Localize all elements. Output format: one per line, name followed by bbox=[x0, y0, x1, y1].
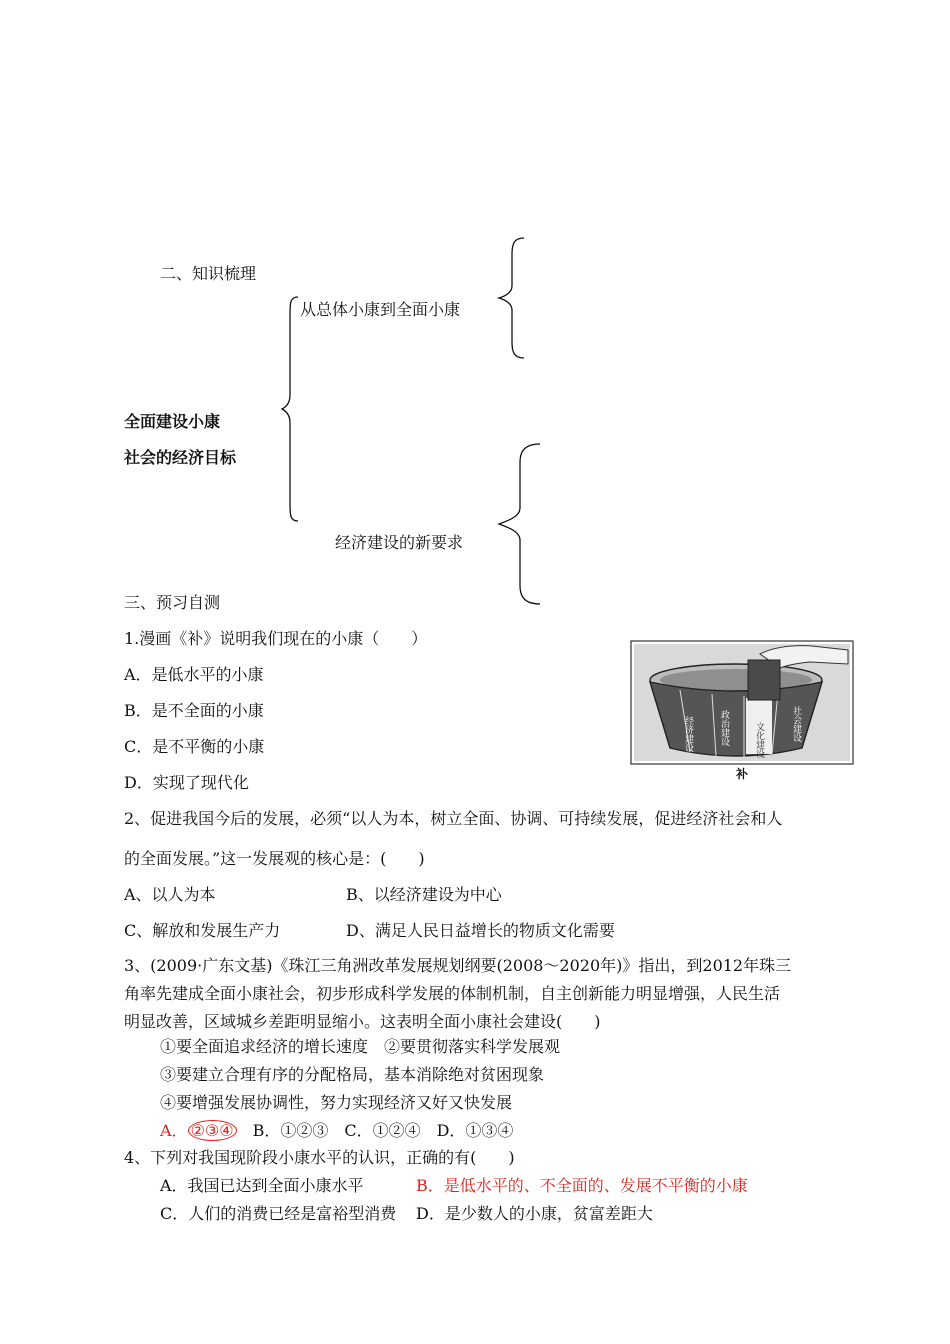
q3-answer-circled: ②③④ bbox=[188, 1120, 237, 1141]
q4-option-d: D．是少数人的小康，贫富差距大 bbox=[416, 1204, 653, 1223]
q3-item-3: ③要建立合理有序的分配格局，基本消除绝对贫困现象 bbox=[160, 1065, 545, 1084]
q2-option-d: D、满足人民日益增长的物质文化需要 bbox=[346, 921, 615, 940]
q2-option-c: C、解放和发展生产力 bbox=[124, 921, 281, 940]
cartoon-caption: 补 bbox=[735, 767, 749, 781]
q3-stem-line1: 3、(2009·广东文基)《珠江三角洲改革发展规划纲要(2008～2020年)》指出，到2012年珠三 bbox=[124, 956, 792, 975]
branch-overall-to-comprehensive: 从总体小康到全面小康 bbox=[300, 300, 461, 319]
cartoon-label-economy: 经济建设 bbox=[683, 716, 693, 752]
q1-option-d: D．实现了现代化 bbox=[124, 773, 249, 792]
q1-stem: 1.漫画《补》说明我们现在的小康（ ） bbox=[124, 629, 428, 648]
cartoon-label-culture: 文化建设 bbox=[754, 722, 764, 758]
q3-other-options: B．①②③ C．①②④ D．①③④ bbox=[236, 1121, 514, 1140]
branch-new-requirements: 经济建设的新要求 bbox=[335, 533, 464, 552]
q3-item-1-2: ①要全面追求经济的增长速度 ②要贯彻落实科学发展观 bbox=[160, 1037, 561, 1056]
q3-stem-line3: 明显改善，区域城乡差距明显缩小。这表明全面小康社会建设( ) bbox=[124, 1012, 601, 1031]
root-topic-line2: 社会的经济目标 bbox=[124, 448, 237, 467]
brace-branch1 bbox=[496, 236, 528, 360]
q3-stem-line2: 角率先建成全面小康社会，初步形成科学发展的体制机制，自主创新能力明显增强，人民生活 bbox=[124, 984, 781, 1003]
root-topic-line1: 全面建设小康 bbox=[124, 412, 221, 431]
q4-option-b-answer: B．是低水平的、不全面的、发展不平衡的小康 bbox=[416, 1176, 748, 1195]
q2-stem-line1: 2、促进我国今后的发展，必须“以人为本，树立全面、协调、可持续发展，促进经济社会和人 bbox=[124, 809, 783, 828]
cartoon-label-society: 社会建设 bbox=[791, 706, 801, 742]
main-brace bbox=[280, 295, 300, 523]
section-heading-knowledge: 二、知识梳理 bbox=[160, 264, 257, 283]
q2-stem-line2: 的全面发展。”这一发展观的核心是：( ) bbox=[124, 849, 425, 868]
q1-option-a: A．是低水平的小康 bbox=[124, 665, 264, 684]
brace-branch2 bbox=[496, 442, 544, 606]
section-heading-pretest: 三、预习自测 bbox=[124, 593, 221, 612]
q4-stem: 4、下列对我国现阶段小康水平的认识，正确的有( ) bbox=[124, 1148, 515, 1167]
cartoon-label-politics: 政治建设 bbox=[719, 710, 729, 746]
q4-option-c: C．人们的消费已经是富裕型消费 bbox=[160, 1204, 397, 1223]
q1-option-b: B．是不全面的小康 bbox=[124, 701, 264, 720]
q4-option-a: A．我国已达到全面小康水平 bbox=[160, 1176, 364, 1195]
q3-options bbox=[160, 1121, 513, 1141]
cartoon-patch-bucket bbox=[630, 640, 854, 782]
q1-option-c: C．是不平衡的小康 bbox=[124, 737, 265, 756]
q3-item-4: ④要增强发展协调性，努力实现经济又好又快发展 bbox=[160, 1093, 513, 1112]
q3-answer-prefix: A． bbox=[160, 1121, 188, 1140]
q2-option-b: B、以经济建设为中心 bbox=[346, 885, 502, 904]
q2-option-a: A、以人为本 bbox=[124, 885, 216, 904]
